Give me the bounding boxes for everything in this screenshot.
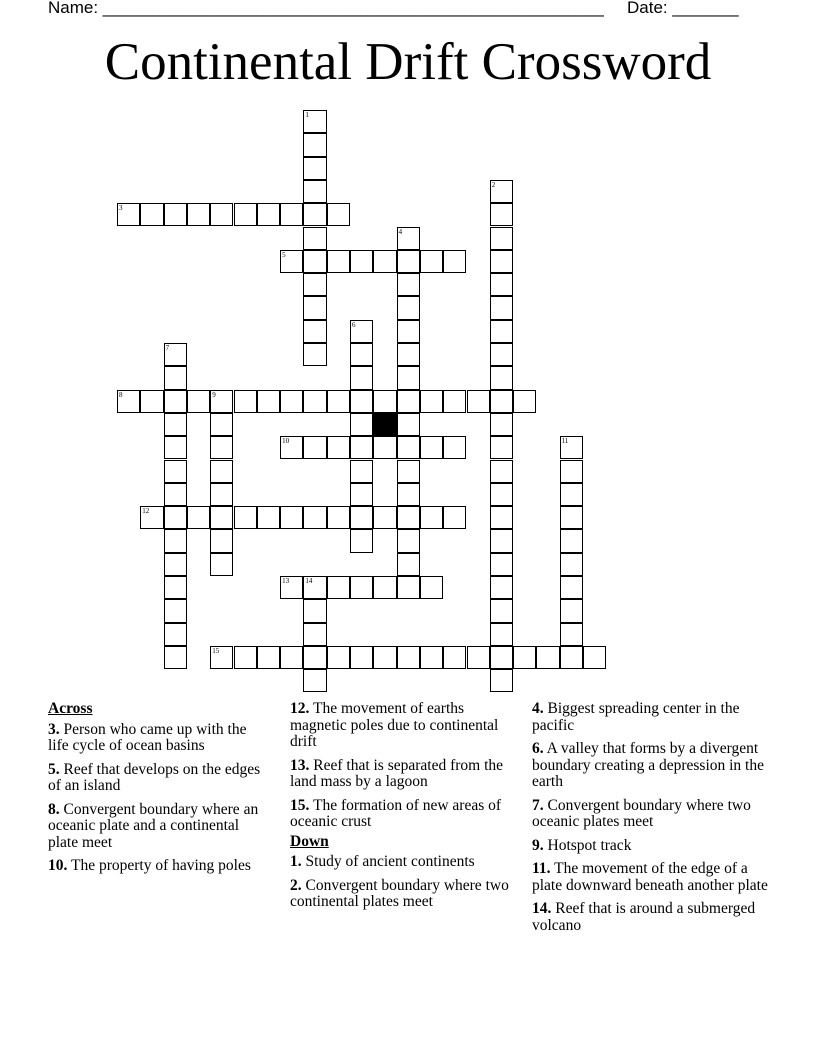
grid-cell[interactable] (420, 506, 443, 529)
grid-cell[interactable] (257, 203, 280, 226)
grid-cell[interactable] (490, 599, 513, 622)
clue-text: The movement of earths magnetic poles due to continental drift (290, 700, 499, 750)
clue-text: Reef that develops on the edges of an island (48, 760, 261, 794)
grid-cell[interactable] (164, 436, 187, 459)
grid-cell[interactable] (303, 320, 326, 343)
grid-cell[interactable] (327, 250, 350, 273)
name-field[interactable]: Name: _____________________________________________________ (48, 0, 604, 17)
grid-cell[interactable] (303, 576, 326, 599)
across-clue-list-continued (290, 701, 515, 831)
clue-text: Convergent boundary where two oceanic plates meet (532, 796, 751, 830)
grid-cell[interactable] (350, 529, 373, 552)
clue-item (532, 741, 768, 791)
grid-cell[interactable] (373, 390, 396, 413)
grid-cell[interactable] (560, 483, 583, 506)
grid-cell[interactable] (490, 436, 513, 459)
grid-cell[interactable] (443, 390, 466, 413)
date-field[interactable]: Date: _______ (627, 0, 739, 17)
clue-number: 11 (561, 437, 569, 446)
grid-cell[interactable] (397, 646, 420, 669)
grid-cell[interactable] (303, 623, 326, 646)
grid-cell[interactable] (467, 646, 490, 669)
grid-cell[interactable] (350, 343, 373, 366)
down-heading: Down (290, 832, 329, 850)
grid-cell[interactable] (303, 436, 326, 459)
grid-cell[interactable] (117, 203, 140, 226)
grid-cell[interactable] (303, 250, 326, 273)
grid-cell[interactable] (443, 506, 466, 529)
clue-text: Reef that is separated from the land mass by a lagoon (290, 756, 504, 790)
grid-cell[interactable] (420, 390, 443, 413)
grid-cell[interactable] (397, 506, 420, 529)
grid-cell[interactable] (303, 599, 326, 622)
down-clue-list (290, 854, 515, 911)
grid-cell[interactable] (397, 227, 420, 250)
grid-cell[interactable] (490, 320, 513, 343)
clue-item (532, 701, 768, 734)
grid-cell[interactable] (350, 506, 373, 529)
grid-cell[interactable] (303, 506, 326, 529)
grid-cell[interactable] (560, 460, 583, 483)
grid-cell[interactable] (373, 436, 396, 459)
grid-cell[interactable] (397, 250, 420, 273)
clue-number: 13 (282, 577, 290, 585)
black-cell (373, 413, 396, 436)
grid-cell[interactable] (350, 390, 373, 413)
grid-cell[interactable] (373, 646, 396, 669)
clue-text: Reef that is around a submerged volcano (532, 900, 756, 934)
grid-cell[interactable] (560, 599, 583, 622)
grid-cell[interactable] (257, 506, 280, 529)
clue-text: Person who came up with the life cycle of ocean basins (48, 720, 247, 754)
grid-cell[interactable] (490, 506, 513, 529)
grid-cell[interactable] (257, 390, 280, 413)
grid-cell[interactable] (420, 436, 443, 459)
clue-item (532, 901, 768, 934)
grid-cell[interactable] (187, 390, 210, 413)
grid-cell[interactable] (513, 646, 536, 669)
grid-cell[interactable] (210, 413, 233, 436)
clue-item (48, 722, 270, 755)
grid-cell[interactable] (164, 576, 187, 599)
grid-cell[interactable] (397, 529, 420, 552)
grid-cell[interactable] (187, 506, 210, 529)
clue-item (532, 838, 768, 855)
grid-cell[interactable] (280, 506, 303, 529)
clue-item (290, 798, 515, 831)
grid-cell[interactable] (140, 203, 163, 226)
grid-cell[interactable] (490, 180, 513, 203)
clues-column-3 (532, 701, 768, 941)
clue-number: 2. (290, 876, 302, 894)
clue-text: Biggest spreading center in the pacific (532, 700, 740, 734)
grid-cell[interactable] (350, 576, 373, 599)
grid-cell[interactable] (280, 250, 303, 273)
grid-cell[interactable] (490, 366, 513, 389)
grid-cell[interactable] (327, 646, 350, 669)
grid-cell[interactable] (443, 436, 466, 459)
grid-cell[interactable] (280, 390, 303, 413)
grid-cell[interactable] (164, 343, 187, 366)
grid-cell[interactable] (164, 366, 187, 389)
grid-cell[interactable] (210, 646, 233, 669)
clue-number: 10 (282, 437, 290, 446)
clue-item (290, 854, 515, 871)
clue-number: 7. (532, 796, 544, 814)
grid-cell[interactable] (164, 203, 187, 226)
grid-cell[interactable] (234, 203, 257, 226)
grid-cell[interactable] (560, 506, 583, 529)
grid-cell[interactable] (187, 203, 210, 226)
clue-item (48, 762, 270, 795)
clue-number: 3. (48, 720, 60, 738)
grid-cell[interactable] (490, 483, 513, 506)
clue-item (290, 701, 515, 751)
clue-number: 11. (532, 860, 551, 877)
grid-cell[interactable] (490, 390, 513, 413)
grid-cell[interactable] (490, 343, 513, 366)
grid-cell[interactable] (397, 296, 420, 319)
clue-number: 12. (290, 700, 310, 717)
grid-cell[interactable] (280, 203, 303, 226)
across-heading: Across (48, 700, 93, 717)
grid-cell[interactable] (350, 413, 373, 436)
grid-cell[interactable] (164, 483, 187, 506)
clue-number: 12 (142, 507, 150, 516)
clue-item (532, 798, 768, 831)
grid-cell[interactable] (234, 646, 257, 669)
grid-cell[interactable] (280, 436, 303, 459)
clue-item (290, 878, 515, 911)
grid-cell[interactable] (560, 553, 583, 576)
clue-number: 13. (290, 756, 310, 774)
grid-cell[interactable] (164, 529, 187, 552)
grid-cell[interactable] (490, 576, 513, 599)
grid-cell[interactable] (210, 436, 233, 459)
clues-column-2 (290, 701, 515, 918)
grid-cell[interactable] (490, 296, 513, 319)
grid-cell[interactable] (327, 506, 350, 529)
grid-cell[interactable] (303, 390, 326, 413)
grid-cell[interactable] (350, 320, 373, 343)
grid-cell[interactable] (350, 460, 373, 483)
grid-cell[interactable] (303, 273, 326, 296)
grid-cell[interactable] (490, 273, 513, 296)
grid-cell[interactable] (373, 576, 396, 599)
grid-cell[interactable] (164, 599, 187, 622)
grid-cell[interactable] (280, 576, 303, 599)
down-clue-list-continued (532, 701, 768, 934)
clue-text: Hotspot track (543, 836, 632, 854)
grid-cell[interactable] (397, 273, 420, 296)
page-title: Continental Drift Crossword (104, 33, 712, 91)
clue-number: 2 (491, 180, 496, 189)
grid-cell[interactable] (350, 483, 373, 506)
clue-number: 7 (165, 344, 170, 352)
grid-cell[interactable] (350, 366, 373, 389)
grid-cell[interactable] (234, 506, 257, 529)
grid-cell[interactable] (210, 483, 233, 506)
grid-cell[interactable] (303, 343, 326, 366)
clue-number: 9. (532, 836, 544, 854)
grid-cell[interactable] (350, 436, 373, 459)
clue-number: 15. (290, 796, 310, 814)
grid-cell[interactable] (303, 296, 326, 319)
grid-cell[interactable] (490, 623, 513, 646)
clue-number: 6. (532, 740, 544, 757)
grid-cell[interactable] (560, 576, 583, 599)
clue-text: A valley that forms by a divergent boundary creating a depression in the earth (532, 740, 764, 790)
grid-cell[interactable] (303, 180, 326, 203)
grid-cell[interactable] (490, 669, 513, 692)
grid-cell[interactable] (164, 460, 187, 483)
grid-cell[interactable] (327, 576, 350, 599)
grid-cell[interactable] (420, 576, 443, 599)
grid-cell[interactable] (164, 390, 187, 413)
grid-cell[interactable] (443, 250, 466, 273)
clue-number: 4. (532, 700, 544, 717)
clue-number: 14 (305, 577, 313, 585)
across-clue-list (48, 722, 270, 875)
clue-text: Study of ancient continents (301, 853, 475, 870)
grid-cell[interactable] (164, 413, 187, 436)
grid-cell[interactable] (164, 553, 187, 576)
clue-item (290, 758, 515, 791)
grid-cell[interactable] (513, 390, 536, 413)
grid-cell[interactable] (210, 529, 233, 552)
grid-cell[interactable] (560, 623, 583, 646)
grid-cell[interactable] (280, 646, 303, 669)
grid-cell[interactable] (536, 646, 559, 669)
clue-item (48, 858, 270, 875)
clue-text: Convergent boundary where an oceanic plate and a continental plate meet (48, 800, 259, 851)
grid-cell[interactable] (397, 436, 420, 459)
grid-cell[interactable] (490, 553, 513, 576)
clues-column-1 (48, 701, 270, 882)
clue-text: The movement of the edge of a plate downward beneath another plate (532, 860, 768, 894)
clue-number: 3 (119, 204, 123, 213)
grid-cell[interactable] (490, 646, 513, 669)
grid-cell[interactable] (560, 529, 583, 552)
grid-cell[interactable] (467, 390, 490, 413)
grid-cell[interactable] (397, 553, 420, 576)
clue-number: 5. (48, 760, 60, 778)
clue-number: 6 (352, 320, 356, 329)
grid-cell[interactable] (210, 506, 233, 529)
grid-cell[interactable] (397, 576, 420, 599)
grid-cell[interactable] (257, 646, 280, 669)
clue-number: 10. (48, 857, 68, 874)
clue-number: 1 (305, 111, 309, 119)
grid-cell[interactable] (327, 436, 350, 459)
grid-cell[interactable] (303, 227, 326, 250)
grid-cell[interactable] (583, 646, 606, 669)
grid-cell[interactable] (210, 203, 233, 226)
clue-number: 8. (48, 800, 60, 818)
grid-cell[interactable] (210, 390, 233, 413)
clue-number: 14. (532, 900, 552, 917)
clue-item (532, 861, 768, 894)
grid-cell[interactable] (303, 646, 326, 669)
grid-cell[interactable] (397, 483, 420, 506)
clue-number: 15 (212, 646, 220, 655)
grid-cell[interactable] (234, 390, 257, 413)
grid-cell[interactable] (164, 506, 187, 529)
grid-cell[interactable] (397, 343, 420, 366)
grid-cell[interactable] (327, 390, 350, 413)
clue-number: 1. (290, 853, 302, 870)
grid-cell[interactable] (397, 460, 420, 483)
grid-cell[interactable] (490, 460, 513, 483)
grid-cell[interactable] (303, 203, 326, 226)
grid-cell[interactable] (560, 436, 583, 459)
grid-cell[interactable] (397, 320, 420, 343)
clue-number: 8 (119, 390, 123, 399)
grid-cell[interactable] (373, 506, 396, 529)
grid-cell[interactable] (373, 250, 396, 273)
grid-cell[interactable] (210, 553, 233, 576)
grid-cell[interactable] (397, 413, 420, 436)
grid-cell[interactable] (397, 366, 420, 389)
grid-cell[interactable] (443, 646, 466, 669)
grid-cell[interactable] (490, 413, 513, 436)
clue-text: Convergent boundary where two continental plates meet (290, 876, 509, 910)
grid-cell[interactable] (420, 646, 443, 669)
clue-text: The property of having poles (67, 857, 251, 874)
grid-cell[interactable] (164, 646, 187, 669)
grid-cell[interactable] (303, 669, 326, 692)
grid-cell[interactable] (327, 203, 350, 226)
grid-cell[interactable] (560, 646, 583, 669)
grid-cell[interactable] (164, 623, 187, 646)
grid-cell[interactable] (350, 646, 373, 669)
grid-cell[interactable] (490, 250, 513, 273)
grid-cell[interactable] (210, 460, 233, 483)
clue-number: 4 (398, 227, 403, 236)
grid-cell[interactable] (490, 529, 513, 552)
grid-cell[interactable] (490, 227, 513, 250)
clue-number: 9 (212, 390, 216, 399)
clue-number: 5 (282, 250, 286, 259)
clue-text: The formation of new areas of oceanic crust (290, 796, 502, 830)
grid-cell[interactable] (303, 133, 326, 156)
grid-cell[interactable] (140, 390, 163, 413)
grid-cell[interactable] (350, 250, 373, 273)
clue-item (48, 802, 270, 852)
grid-cell[interactable] (140, 506, 163, 529)
grid-cell[interactable] (397, 390, 420, 413)
grid-cell[interactable] (490, 203, 513, 226)
grid-cell[interactable] (303, 110, 326, 133)
grid-cell[interactable] (303, 157, 326, 180)
grid-cell[interactable] (117, 390, 140, 413)
grid-cell[interactable] (420, 250, 443, 273)
